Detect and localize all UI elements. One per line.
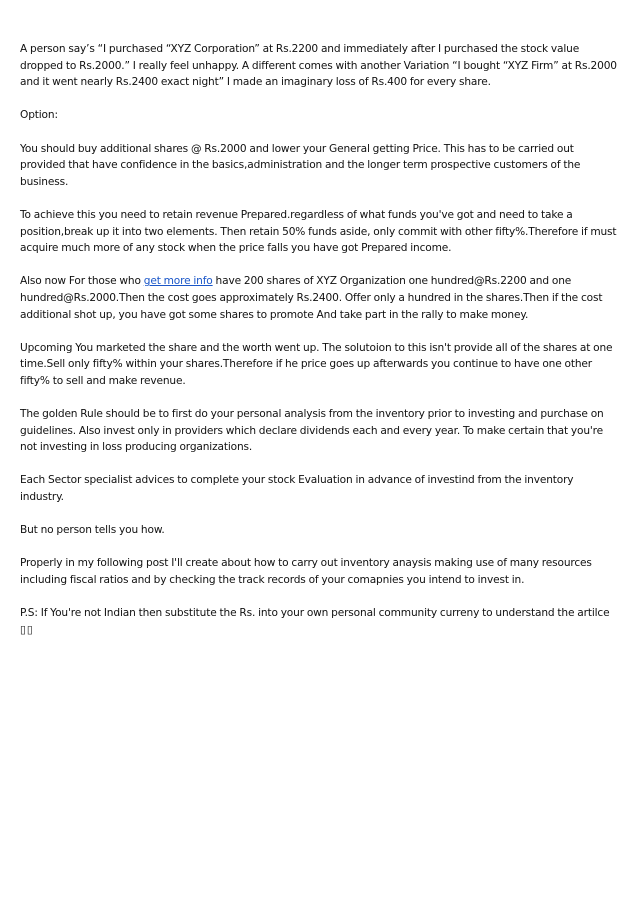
paragraph-buy-additional: You should buy additional shares @ Rs.2000 and lower your General getting Price. This has to be carried out provided that have confidence in the basics,administration and the longer term prospective customers of the business. bbox=[20, 142, 581, 188]
article-body bbox=[20, 41, 620, 655]
paragraph-next-post: Properly in my following post I'll create about how to carry out inventory anaysis making use of many resources including fiscal ratios and by checking the track records of your comapnies you intend to invest in. bbox=[20, 557, 592, 586]
paragraph-sector-specialist: Each Sector specialist advices to complete your stock Evaluation in advance of investind from the inventory industry. bbox=[20, 474, 574, 504]
paragraph-intro: A person say’s “I purchased “XYZ Corporation” at Rs.2200 and immediately after I purchased the stock value dropped to Rs.2000.” I really feel unhappy. A different comes with another Variation “I bought “XYZ Firm” at Rs.2000 and it went nearly Rs.2400 exact night” I made an imaginary loss of Rs.400 for every share. bbox=[20, 43, 617, 89]
missing-glyph-icons: ▯▯ bbox=[20, 623, 34, 636]
paragraph-text-before-link: Also now For those who bbox=[20, 275, 144, 288]
paragraph-with-link bbox=[20, 273, 620, 323]
paragraph-ps bbox=[20, 605, 620, 638]
paragraph-option-heading: Option: bbox=[20, 109, 58, 122]
paragraph-no-person: But no person tells you how. bbox=[20, 524, 165, 537]
ps-text: P.S: If You're not Indian then substitute the Rs. into your own personal community curreny to understand the artilce bbox=[20, 607, 610, 620]
paragraph-upcoming: Upcoming You marketed the share and the worth went up. The solutoion to this isn't provide all of the shares at one time.Sell only fifty% within your shares.Therefore if he price goes up afterwards you continue to have one other fifty% to sell and make revenue. bbox=[20, 341, 613, 387]
paragraph-retain-revenue: To achieve this you need to retain revenue Prepared.regardless of what funds you've got and need to take a position,break up it into two elements. Then retain 50% funds aside, only commit with other fifty%.Therefore if must acquire much more of any stock when the price falls you have got Prepared income. bbox=[20, 208, 617, 255]
get-more-info-link[interactable]: get more info bbox=[143, 275, 213, 288]
paragraph-golden-rule: The golden Rule should be to first do your personal analysis from the inventory prior to investing and purchase on guidelines. Also invest only in providers which declare dividends each and every year. To make certain that you're not investing in loss producing organizations. bbox=[20, 408, 604, 454]
paragraph-text-after-link: have 200 shares of XYZ Organization one hundred@Rs.2200 and one hundred@Rs.2000.Then the cost goes approximately Rs.2400. Offer only a hundred in the shares.Then if the cost additional shot up, you have got some shares to promote And take part in the rally to make money. bbox=[20, 275, 603, 321]
